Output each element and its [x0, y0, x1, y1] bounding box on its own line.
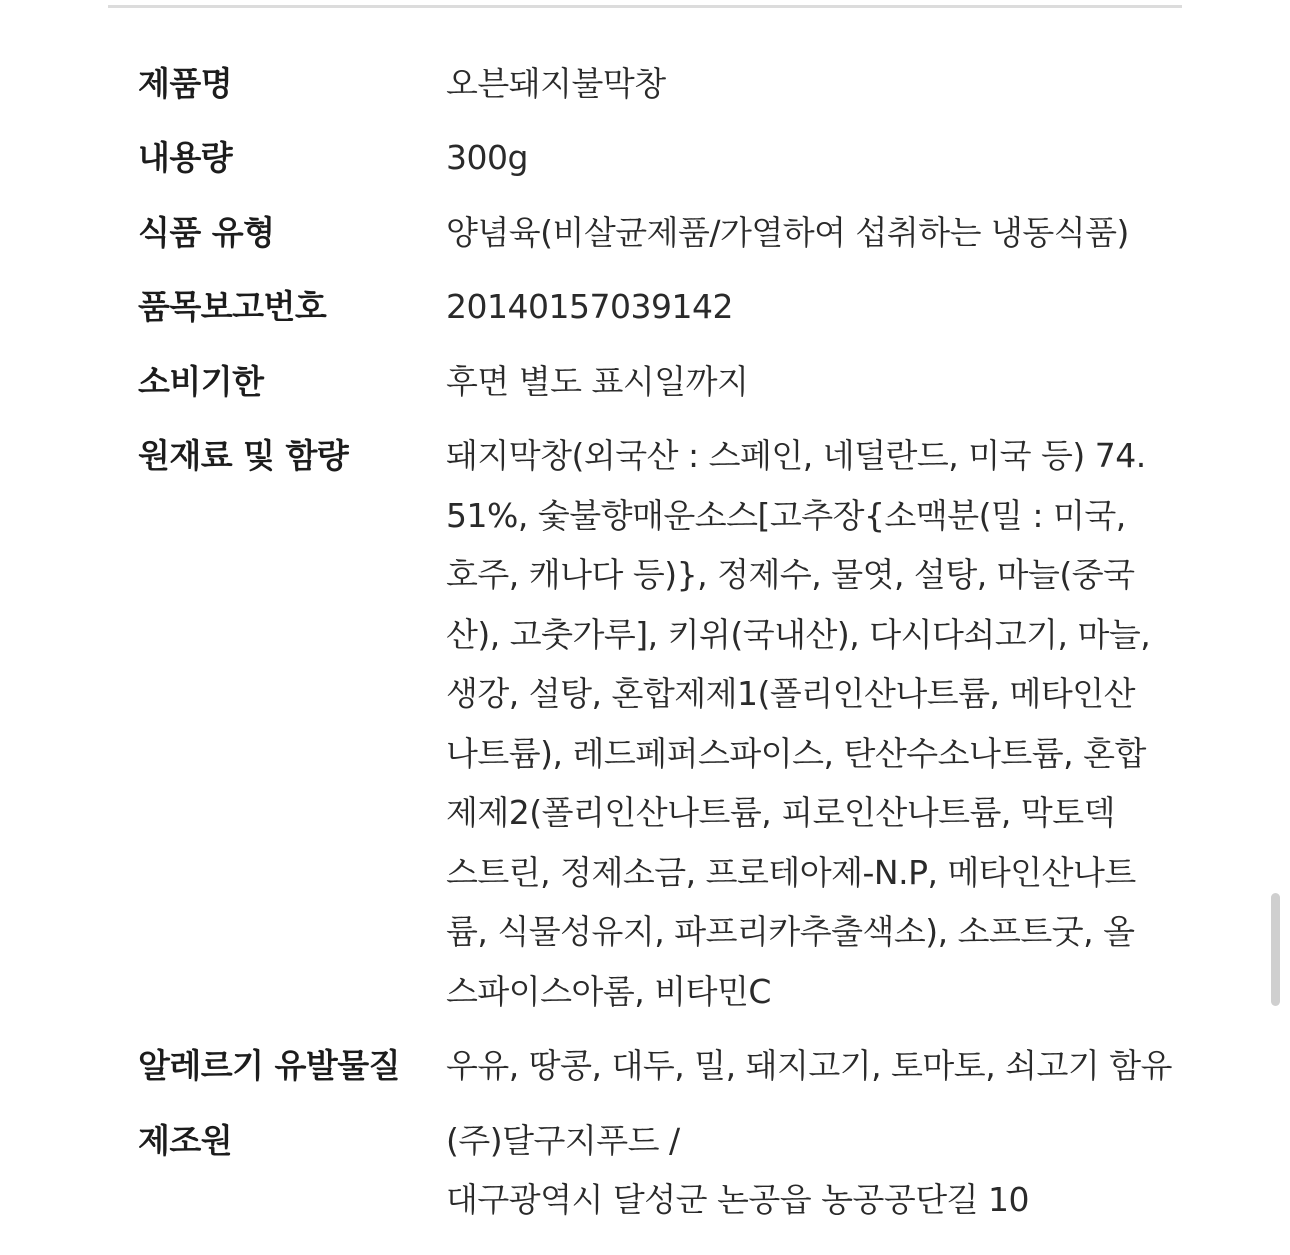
expiry-text: 후면 별도 표시일까지: [446, 361, 749, 401]
scrollbar-thumb[interactable]: [1271, 893, 1280, 1006]
report-number-label: 품목보고번호: [138, 287, 327, 326]
ingredients-line: 호주, 캐나다 등)}, 정제수, 물엿, 설탕, 마늘(중국: [446, 555, 1135, 594]
ingredients-line: 스트린, 정제소금, 프로테아제-N.P, 메타인산나트: [446, 852, 1136, 892]
net-content-text: 300g: [446, 138, 528, 177]
manufacturer-value: [446, 1111, 1238, 1230]
food-type-row: [138, 195, 1238, 270]
ingredients-value: [446, 426, 1238, 1021]
ingredients-line: 생강, 설탕, 혼합제제1(폴리인산나트륨, 메타인산: [446, 674, 1135, 713]
net-content-row: [138, 121, 1238, 196]
manufacturer-row: [138, 1103, 1238, 1237]
expiry-label: 소비기한: [138, 361, 264, 401]
ingredients-line: 륨, 식물성유지, 파프리카추출색소), 소프트굿, 올: [446, 912, 1135, 951]
product-name-row: [138, 46, 1238, 121]
allergen-text: 우유, 땅콩, 대두, 밀, 돼지고기, 토마토, 쇠고기 함유: [446, 1046, 1173, 1085]
expiry-row: [138, 344, 1238, 419]
net-content-label: 내용량: [138, 138, 233, 177]
food-type-text: 양념육(비살균제품/가열하여 섭취하는 냉동식품): [446, 212, 1129, 252]
ingredients-label: 원재료 및 함량: [138, 436, 349, 475]
report-number-text: 20140157039142: [446, 287, 733, 326]
food-type-value: [446, 203, 1238, 263]
top-divider: [108, 5, 1182, 8]
allergen-value: [446, 1036, 1238, 1096]
product-name-text: 오븐돼지불막창: [446, 63, 666, 103]
report-number-row: [138, 270, 1238, 345]
product-info-table: [138, 46, 1238, 1237]
allergen-label: 알레르기 유발물질: [138, 1046, 401, 1085]
ingredients-line: 산), 고춧가루], 키위(국내산), 다시다쇠고기, 마늘,: [446, 614, 1151, 654]
net-content-value: [446, 128, 1238, 188]
ingredients-line: 51%, 숯불향매운소스[고추장{소맥분(밀 : 미국,: [446, 495, 1126, 535]
allergen-row: [138, 1029, 1238, 1104]
product-name-label: 제품명: [138, 63, 233, 103]
report-number-value: [446, 277, 1238, 337]
ingredients-line: 스파이스아롬, 비타민C: [446, 971, 771, 1011]
ingredients-line: 나트륨), 레드페퍼스파이스, 탄산수소나트륨, 혼합: [446, 733, 1146, 773]
ingredients-line: 돼지막창(외국산 : 스페인, 네덜란드, 미국 등) 74.: [446, 436, 1146, 475]
manufacturer-name: (주)달구지푸드 /: [446, 1120, 680, 1160]
ingredients-row: [138, 419, 1238, 1029]
ingredients-line: 제제2(폴리인산나트륨, 피로인산나트륨, 막토덱: [446, 793, 1116, 832]
product-name-value: [446, 54, 1238, 114]
manufacturer-address: 대구광역시 달성군 논공읍 농공공단길 10: [446, 1180, 1029, 1219]
food-type-label: 식품 유형: [138, 212, 275, 252]
expiry-value: [446, 352, 1238, 412]
manufacturer-label: 제조원: [138, 1120, 233, 1160]
